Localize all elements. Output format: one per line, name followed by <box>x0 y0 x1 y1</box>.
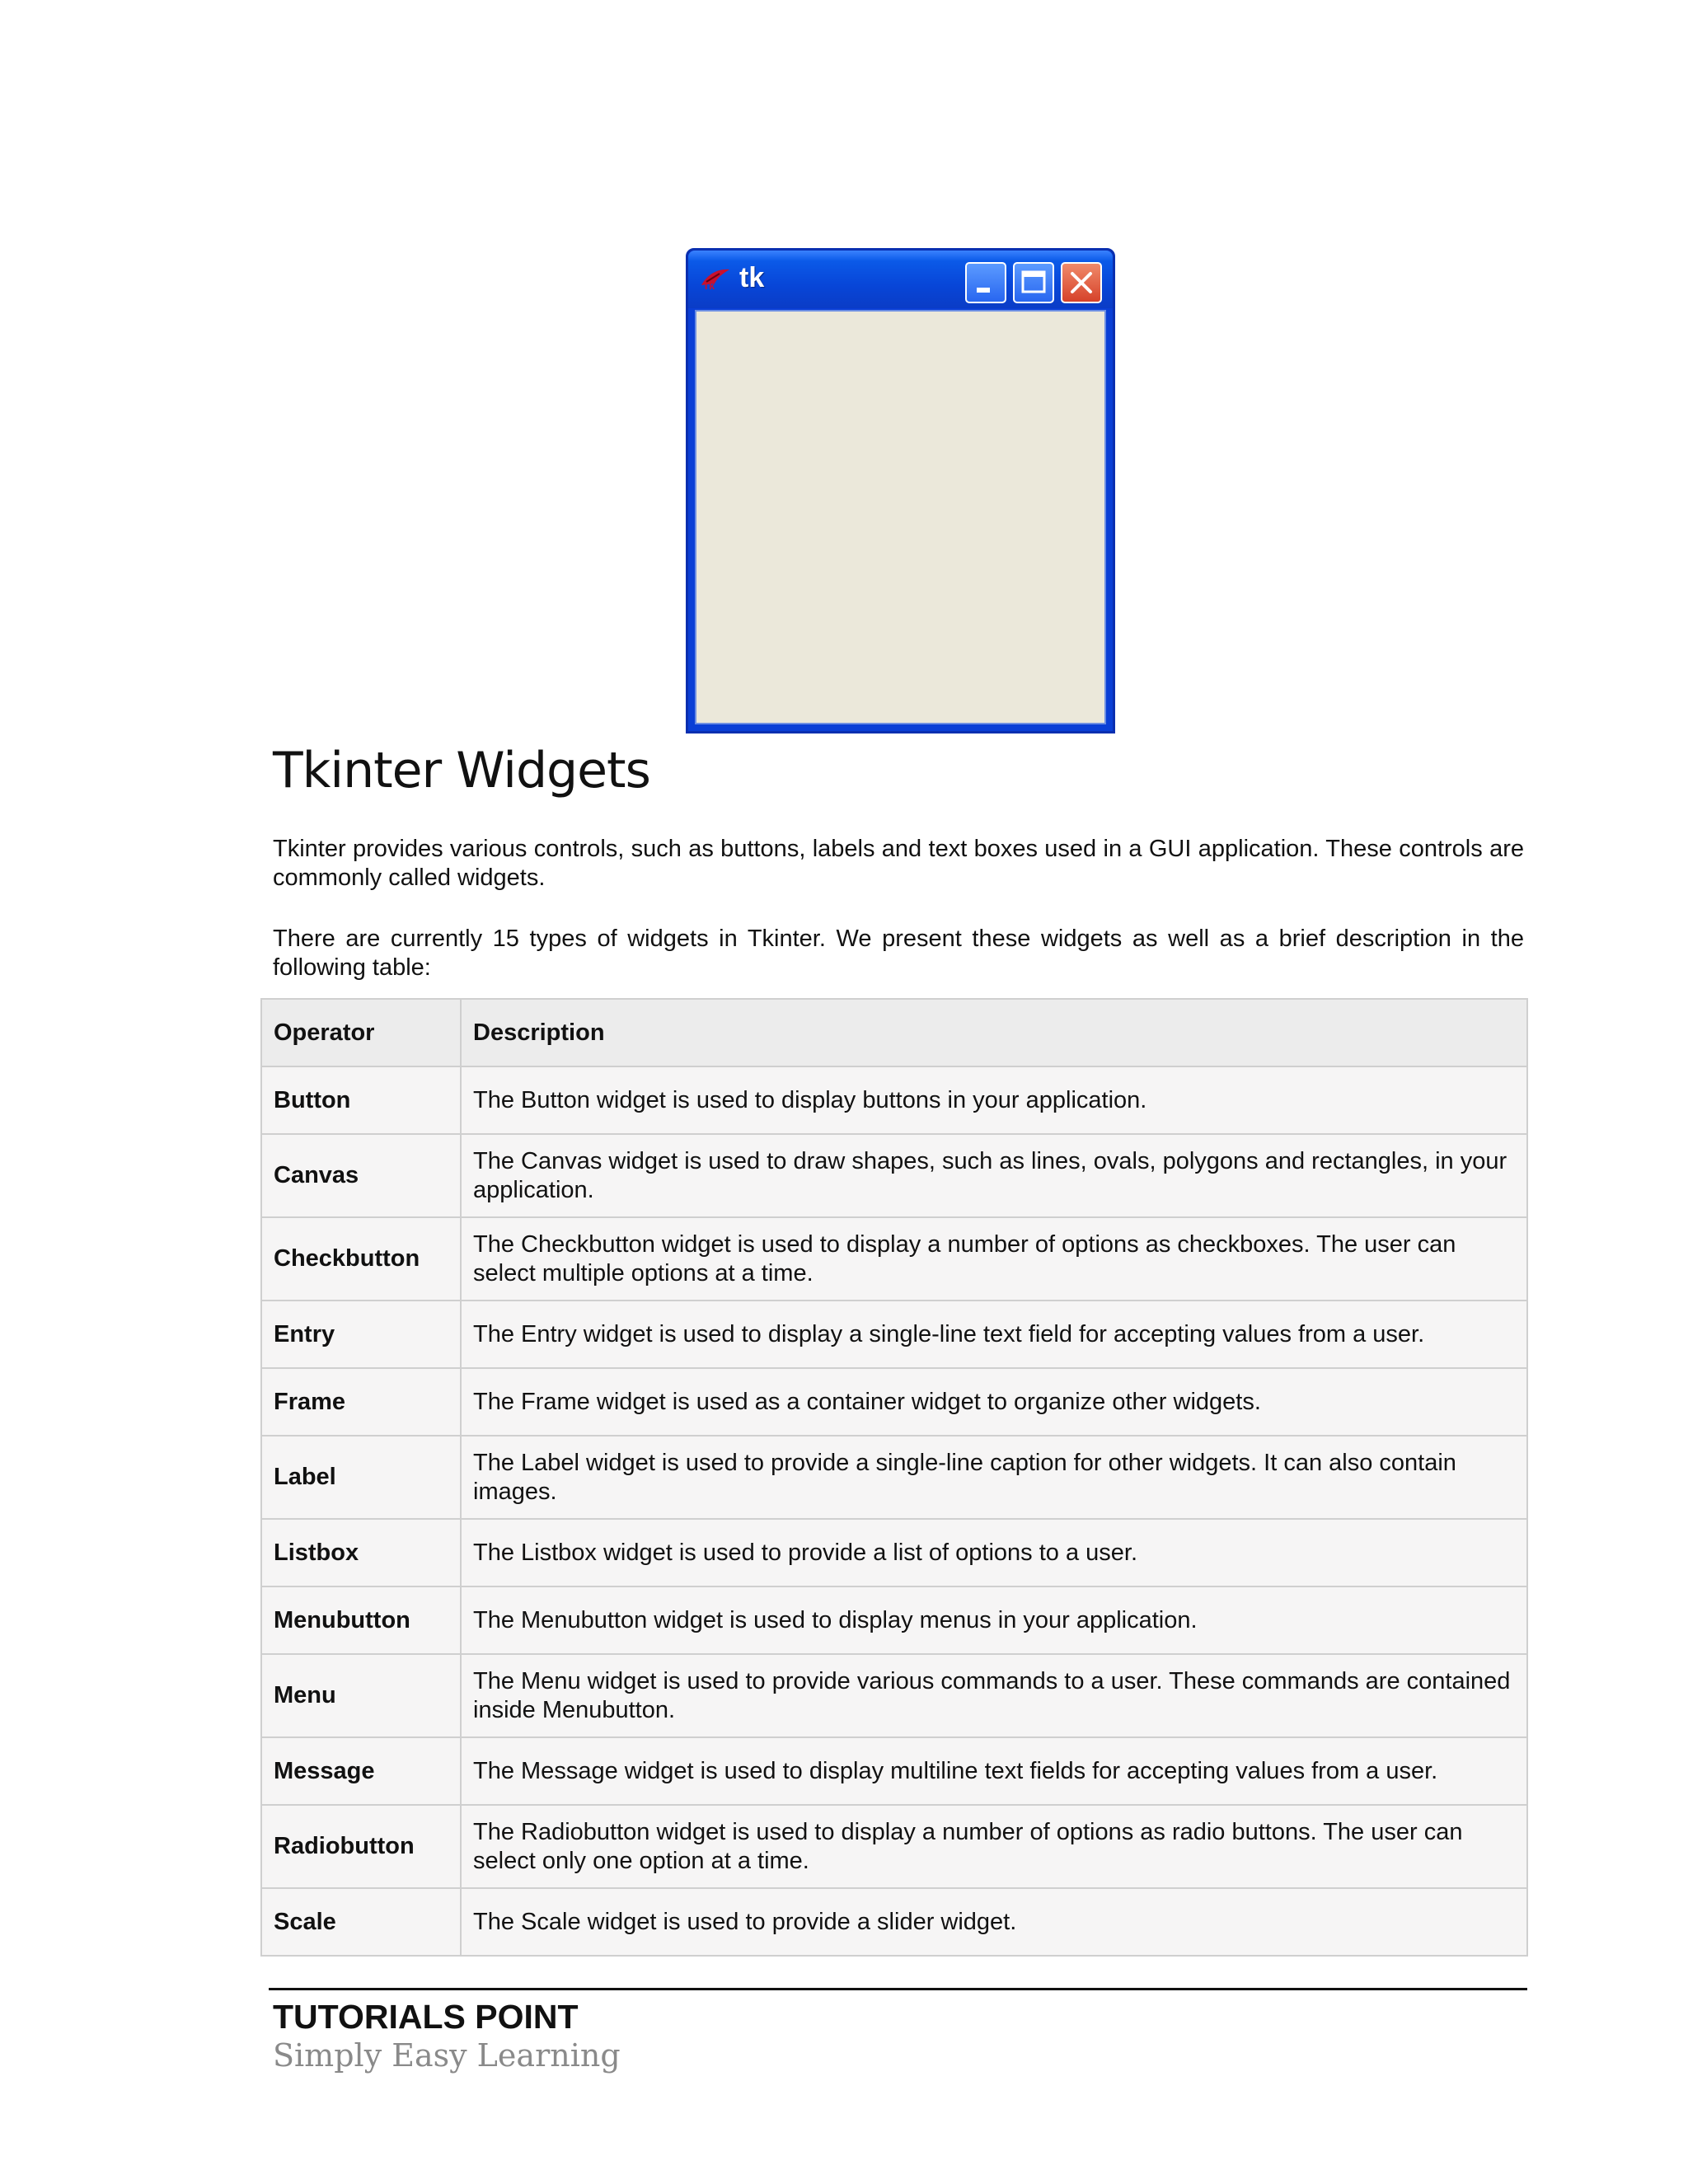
tk-window-figure <box>686 248 1115 733</box>
table-header-row <box>261 999 1527 1066</box>
description-cell: The Label widget is used to provide a single-line caption for other widgets. It can also contain images. <box>461 1436 1527 1519</box>
footer-brand: TUTORIALS POINT <box>273 1998 579 2036</box>
operator-cell: Checkbutton <box>261 1217 461 1301</box>
description-cell: The Entry widget is used to display a single-line text field for accepting values from a user. <box>461 1301 1527 1368</box>
table-row <box>261 1805 1527 1888</box>
table-row <box>261 1586 1527 1654</box>
description-cell: The Canvas widget is used to draw shapes, such as lines, ovals, polygons and rectangles, in your application. <box>461 1134 1527 1217</box>
description-cell: The Message widget is used to display multiline text fields for accepting values from a user. <box>461 1737 1527 1805</box>
table-row <box>261 1888 1527 1956</box>
tk-window-titlebar <box>688 251 1113 308</box>
operator-cell: Entry <box>261 1301 461 1368</box>
description-cell: The Listbox widget is used to provide a list of options to a user. <box>461 1519 1527 1586</box>
table-row <box>261 1436 1527 1519</box>
description-cell: The Scale widget is used to provide a slider widget. <box>461 1888 1527 1956</box>
description-cell: The Frame widget is used as a container widget to organize other widgets. <box>461 1368 1527 1436</box>
widgets-table <box>260 998 1528 1957</box>
intro-paragraph: Tkinter provides various controls, such as buttons, labels and text boxes used in a GUI application. These controls are commonly called widgets. <box>273 836 1524 891</box>
column-header-operator: Operator <box>261 999 461 1066</box>
operator-cell: Label <box>261 1436 461 1519</box>
operator-cell: Radiobutton <box>261 1805 461 1888</box>
description-cell: The Radiobutton widget is used to display a number of options as radio buttons. The user can select only one option at a time. <box>461 1805 1527 1888</box>
table-row <box>261 1654 1527 1737</box>
operator-cell: Canvas <box>261 1134 461 1217</box>
table-row <box>261 1301 1527 1368</box>
table-row <box>261 1134 1527 1217</box>
svg-text:Tk: Tk <box>703 280 715 290</box>
table-row <box>261 1066 1527 1134</box>
description-cell: The Checkbutton widget is used to display a number of options as checkboxes. The user can select multiple options at a time. <box>461 1217 1527 1301</box>
maximize-icon <box>1013 262 1054 303</box>
tk-window-client-area <box>695 310 1106 724</box>
operator-cell: Message <box>261 1737 461 1805</box>
table-row <box>261 1519 1527 1586</box>
minimize-icon <box>965 262 1006 303</box>
operator-cell: Button <box>261 1066 461 1134</box>
footer-divider <box>269 1988 1527 1990</box>
operator-cell: Frame <box>261 1368 461 1436</box>
description-cell: The Menubutton widget is used to display menus in your application. <box>461 1586 1527 1654</box>
table-row <box>261 1217 1527 1301</box>
description-cell: The Button widget is used to display buttons in your application. <box>461 1066 1527 1134</box>
close-icon <box>1061 262 1102 303</box>
table-intro-paragraph: There are currently 15 types of widgets in Tkinter. We present these widgets as well as a brief description in the following table: <box>273 926 1524 981</box>
operator-cell: Menu <box>261 1654 461 1737</box>
operator-cell: Scale <box>261 1888 461 1956</box>
tk-window-title: tk <box>739 262 765 293</box>
column-header-description: Description <box>461 999 1527 1066</box>
table-row <box>261 1368 1527 1436</box>
description-cell: The Menu widget is used to provide various commands to a user. These commands are contained inside Menubutton. <box>461 1654 1527 1737</box>
operator-cell: Menubutton <box>261 1586 461 1654</box>
footer-tagline: Simply Easy Learning <box>273 2037 621 2074</box>
tk-feather-logo-icon <box>700 267 731 290</box>
page-title: Tkinter Widgets <box>273 742 650 799</box>
table-row <box>261 1737 1527 1805</box>
operator-cell: Listbox <box>261 1519 461 1586</box>
